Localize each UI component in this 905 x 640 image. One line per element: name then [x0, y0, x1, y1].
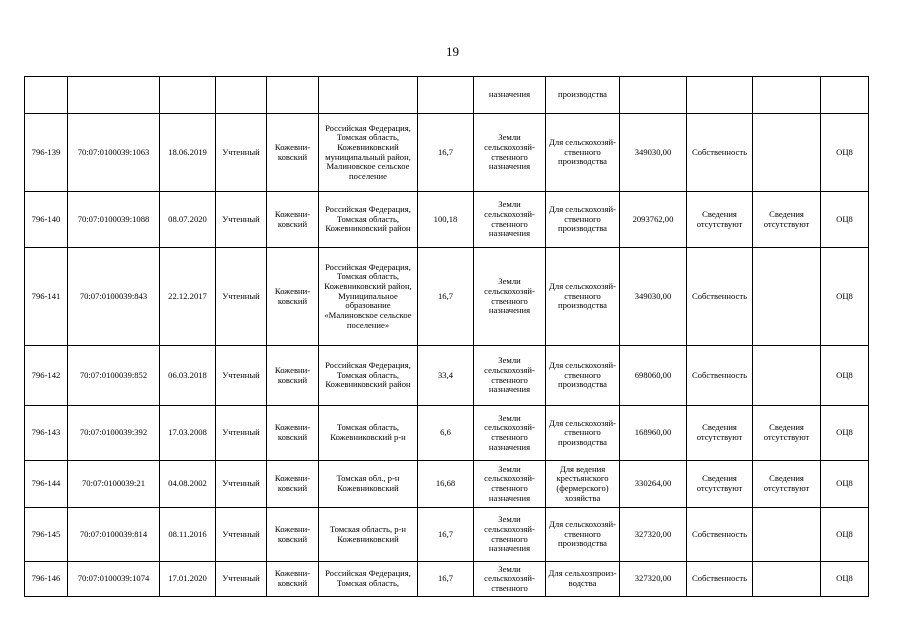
cell-encumbrance — [753, 248, 821, 346]
page-number: 19 — [446, 44, 459, 59]
cell-address — [319, 77, 418, 114]
cell-cadastral: 70:07:0100039:392 — [68, 406, 160, 461]
cell-area: 16,7 — [418, 114, 474, 192]
cell-cadastral: 70:07:0100039:843 — [68, 248, 160, 346]
cell-code: ОЦ8 — [821, 192, 869, 248]
cell-land-category: Земли сельскохозяй-ственного — [474, 562, 546, 597]
cell-value: 327320,00 — [620, 508, 687, 562]
table-row — [25, 192, 869, 248]
cell-cadastral: 70:07:0100039:1074 — [68, 562, 160, 597]
cell-code: ОЦ8 — [821, 406, 869, 461]
cell-cadastral: 70:07:0100039:1088 — [68, 192, 160, 248]
cell-number — [25, 77, 68, 114]
cell-district — [267, 77, 319, 114]
cell-status: Учтенный — [216, 508, 267, 562]
cell-right: Собственность — [687, 248, 753, 346]
table-row — [25, 562, 869, 597]
cell-encumbrance — [753, 508, 821, 562]
cell-address: Российская Федерация, Томская область, — [319, 562, 418, 597]
table-row — [25, 461, 869, 508]
cell-encumbrance: Сведения отсутствуют — [753, 192, 821, 248]
cell-address: Томская обл., р-н Кожевниковский — [319, 461, 418, 508]
cell-area: 16,7 — [418, 248, 474, 346]
cell-number: 796-141 — [25, 248, 68, 346]
cell-cadastral: 70:07:0100039:1063 — [68, 114, 160, 192]
cell-date: 08.07.2020 — [160, 192, 216, 248]
cell-land-category: Земли сельскохозяй-ственного назначения — [474, 406, 546, 461]
table-row — [25, 248, 869, 346]
cell-date: 18.06.2019 — [160, 114, 216, 192]
cell-date: 06.03.2018 — [160, 346, 216, 406]
cell-value: 330264,00 — [620, 461, 687, 508]
cell-area — [418, 77, 474, 114]
cell-address: Российская Федерация, Томская область, Кожевниковский муниципальный район, Малиновское сельское поселение — [319, 114, 418, 192]
cell-date — [160, 77, 216, 114]
cell-area: 6,6 — [418, 406, 474, 461]
cell-address: Томская область, Кожевниковский р-н — [319, 406, 418, 461]
cell-status: Учтенный — [216, 192, 267, 248]
cell-right: Собственность — [687, 114, 753, 192]
cell-status: Учтенный — [216, 562, 267, 597]
table-row — [25, 346, 869, 406]
cell-encumbrance — [753, 562, 821, 597]
cell-right: Собственность — [687, 562, 753, 597]
cell-date: 17.01.2020 — [160, 562, 216, 597]
cell-cadastral: 70:07:0100039:814 — [68, 508, 160, 562]
cell-encumbrance — [753, 114, 821, 192]
cell-value: 698060,00 — [620, 346, 687, 406]
cell-right: Сведения отсутствуют — [687, 406, 753, 461]
cell-permitted-use: Для сельскохозяй-ственного производства — [546, 508, 620, 562]
cell-value: 327320,00 — [620, 562, 687, 597]
cell-district: Кожевни-ковский — [267, 346, 319, 406]
cell-land-category: Земли сельскохозяй-ственного назначения — [474, 346, 546, 406]
cell-land-category: Земли сельскохозяй-ственного назначения — [474, 248, 546, 346]
cell-number: 796-146 — [25, 562, 68, 597]
cell-value: 349030,00 — [620, 248, 687, 346]
cell-permitted-use: производства — [546, 77, 620, 114]
cell-date: 22.12.2017 — [160, 248, 216, 346]
cell-permitted-use: Для сельскохозяй-ственного производства — [546, 406, 620, 461]
cell-code: ОЦ8 — [821, 562, 869, 597]
cell-right — [687, 77, 753, 114]
cell-area: 33,4 — [418, 346, 474, 406]
cell-permitted-use: Для сельскохозяй-ственного производства — [546, 114, 620, 192]
cell-status: Учтенный — [216, 248, 267, 346]
cell-status: Учтенный — [216, 114, 267, 192]
cell-encumbrance — [753, 346, 821, 406]
cell-code: ОЦ8 — [821, 248, 869, 346]
cell-number: 796-144 — [25, 461, 68, 508]
cell-number: 796-140 — [25, 192, 68, 248]
cell-right: Собственность — [687, 346, 753, 406]
cell-value: 168960,00 — [620, 406, 687, 461]
cell-address: Российская Федерация, Томская область, Кожевниковский район, Муниципальное образование «Малиновское сельское поселение» — [319, 248, 418, 346]
cell-permitted-use: Для сельскохозяй-ственного производства — [546, 192, 620, 248]
cell-status: Учтенный — [216, 406, 267, 461]
table-row-continued — [25, 77, 869, 114]
cell-address: Российская Федерация, Томская область, Кожевниковский район — [319, 192, 418, 248]
cell-code — [821, 77, 869, 114]
cell-permitted-use: Для сельхозпроиз-водства — [546, 562, 620, 597]
cell-code: ОЦ8 — [821, 461, 869, 508]
cell-status: Учтенный — [216, 461, 267, 508]
table-row — [25, 114, 869, 192]
cell-district: Кожевни-ковский — [267, 114, 319, 192]
cell-value: 349030,00 — [620, 114, 687, 192]
cell-code: ОЦ8 — [821, 346, 869, 406]
cell-date: 17.03.2008 — [160, 406, 216, 461]
cell-permitted-use: Для сельскохозяй-ственного производства — [546, 248, 620, 346]
table-row — [25, 406, 869, 461]
cell-code: ОЦ8 — [821, 114, 869, 192]
cell-address: Томская область, р-н Кожевниковский — [319, 508, 418, 562]
cell-area: 16,68 — [418, 461, 474, 508]
cell-date: 04.08.2002 — [160, 461, 216, 508]
cell-number: 796-143 — [25, 406, 68, 461]
cell-district: Кожевни-ковский — [267, 406, 319, 461]
cell-permitted-use: Для ведения крестьянского (фермерского) хозяйства — [546, 461, 620, 508]
cell-encumbrance — [753, 77, 821, 114]
cell-value: 2093762,00 — [620, 192, 687, 248]
cell-land-category: назначения — [474, 77, 546, 114]
cell-district: Кожевни-ковский — [267, 248, 319, 346]
cell-number: 796-145 — [25, 508, 68, 562]
cell-cadastral: 70:07:0100039:21 — [68, 461, 160, 508]
cell-number: 796-142 — [25, 346, 68, 406]
cell-land-category: Земли сельскохозяй-ственного назначения — [474, 114, 546, 192]
cell-number: 796-139 — [25, 114, 68, 192]
cell-address: Российская Федерация, Томская область, Кожевниковский район — [319, 346, 418, 406]
cell-right: Сведения отсутствуют — [687, 461, 753, 508]
cell-cadastral — [68, 77, 160, 114]
cell-right: Сведения отсутствуют — [687, 192, 753, 248]
cell-status — [216, 77, 267, 114]
cell-district: Кожевни-ковский — [267, 461, 319, 508]
cell-area: 100,18 — [418, 192, 474, 248]
cell-land-category: Земли сельскохозяй-ственного назначения — [474, 508, 546, 562]
cell-code: ОЦ8 — [821, 508, 869, 562]
cell-land-category: Земли сельскохозяй-ственного назначения — [474, 192, 546, 248]
cell-district: Кожевни-ковский — [267, 562, 319, 597]
cell-district: Кожевни-ковский — [267, 508, 319, 562]
land-registry-table — [24, 76, 869, 597]
table-row — [25, 508, 869, 562]
cell-permitted-use: Для сельскохозяй-ственного производства — [546, 346, 620, 406]
cell-encumbrance: Сведения отсутствуют — [753, 406, 821, 461]
cell-status: Учтенный — [216, 346, 267, 406]
cell-area: 16,7 — [418, 562, 474, 597]
cell-land-category: Земли сельскохозяй-ственного назначения — [474, 461, 546, 508]
cell-date: 08.11.2016 — [160, 508, 216, 562]
cell-right: Собственность — [687, 508, 753, 562]
cell-value — [620, 77, 687, 114]
cell-district: Кожевни-ковский — [267, 192, 319, 248]
cell-encumbrance: Сведения отсутствуют — [753, 461, 821, 508]
cell-cadastral: 70:07:0100039:852 — [68, 346, 160, 406]
cell-area: 16,7 — [418, 508, 474, 562]
